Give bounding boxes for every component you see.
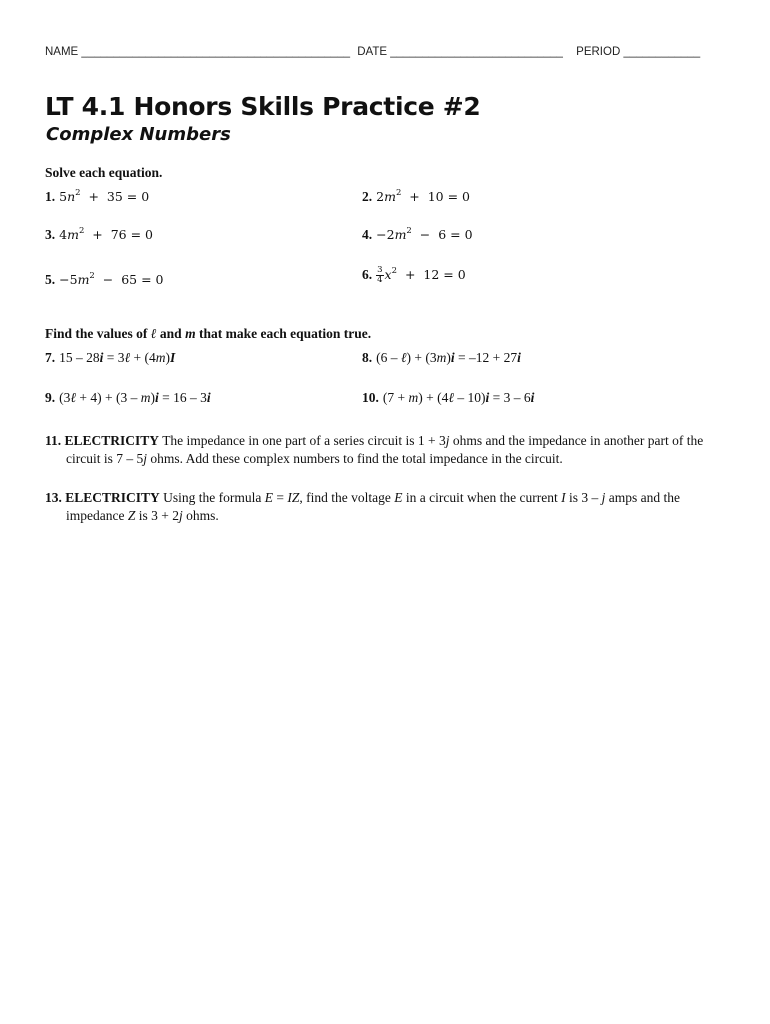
problem-10: 10. (7 + m) + (4ℓ – 10)i = 3 – 6i <box>362 390 535 405</box>
problem-number: 5. <box>45 272 56 287</box>
word-problem-13 <box>45 489 735 524</box>
header-line <box>45 46 725 58</box>
problem-number: 10. <box>362 390 379 405</box>
problem-number: 8. <box>362 350 373 365</box>
problem-number: 4. <box>362 227 373 242</box>
section2-instruction: Find the values of ℓ and m that make each equation true. <box>45 326 372 341</box>
problem-number: 9. <box>45 390 56 405</box>
period-field[interactable]: PERIOD ____________ <box>576 46 701 58</box>
problem-9: 9. (3ℓ + 4) + (3 – m)i = 16 – 3i <box>45 390 211 405</box>
page-title: LT 4.1 Honors Skills Practice #2 <box>45 92 481 121</box>
problem-number: 7. <box>45 350 56 365</box>
topic-label: ELECTRICITY <box>65 490 160 505</box>
problem-7: 7. 15 – 28i = 3ℓ + (4m)I <box>45 350 176 365</box>
problem-number: 11. <box>45 433 62 448</box>
problem-1: 1. $5n^2 + 35 = 0$ <box>45 188 150 204</box>
problem-number: 2. <box>362 189 373 204</box>
problem-text-line2: circuit is 7 – 5j ohms. Add these complex numbers to find the total impedance in the circuit. <box>66 450 563 466</box>
problem-8: 8. (6 – ℓ) + (3m)i = –12 + 27i <box>362 350 521 365</box>
problem-3: 3. $4m^2 + 76 = 0$ <box>45 226 154 242</box>
problem-number: 6. <box>362 266 373 282</box>
problem-number: 3. <box>45 227 56 242</box>
name-field[interactable]: NAME __________________________________________ <box>45 46 351 58</box>
problem-5: 5. $-5m^2 - 65 = 0$ <box>45 271 164 287</box>
section1-instruction: Solve each equation. <box>45 165 163 180</box>
problem-2: 2. $2m^2 + 10 = 0$ <box>362 188 471 204</box>
problem-4: 4. $-2m^2 - 6 = 0$ <box>362 226 473 242</box>
problem-number: 1. <box>45 189 56 204</box>
date-field[interactable]: DATE ___________________________ <box>357 46 563 58</box>
problem-number: 13. <box>45 490 62 505</box>
topic-label: ELECTRICITY <box>64 433 160 448</box>
problem-text-line1: The impedance in one part of a series circuit is 1 + 3j ohms and the impedance in another part of the <box>162 433 704 448</box>
problem-text-line2: impedance Z is 3 + 2j ohms. <box>66 507 219 523</box>
problem-text-line1: Using the formula E = IZ, find the voltage E in a circuit when the current I is 3 – j amps and the <box>163 490 680 505</box>
page-subtitle: Complex Numbers <box>46 124 231 145</box>
problem-6: 6. $\frac{3}{4}$ $x^2 + 12 = 0$ <box>362 265 466 285</box>
word-problem-11 <box>45 432 735 467</box>
fraction-three-quarters: $\frac{3}{4}$ <box>377 265 383 285</box>
